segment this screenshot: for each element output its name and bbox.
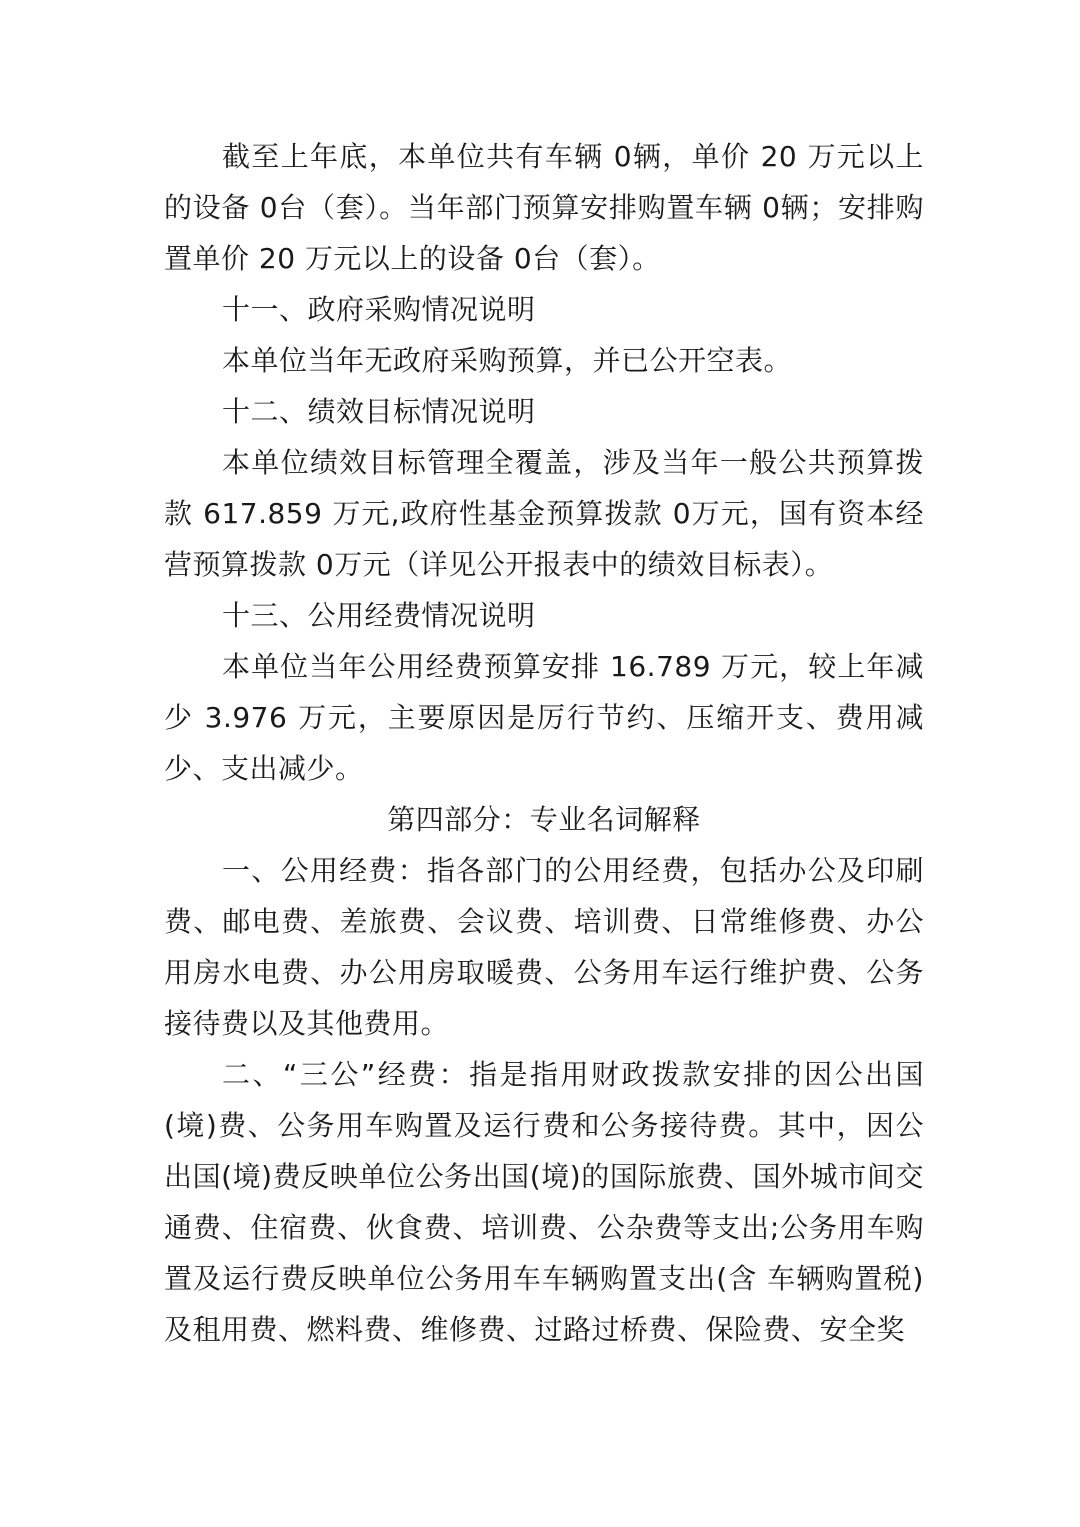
performance-paragraph: 本单位绩效目标管理全覆盖，涉及当年一般公共预算拨款 617.859 万元,政府性基金预算拨款 0万元，国有资本经营预算拨款 0万元（详见公开报表中的绩效目标表）。: [164, 446, 924, 581]
section-heading-public-funds: 十三、公用经费情况说明: [222, 599, 536, 632]
document-page: [164, 131, 924, 1355]
part-title: 第四部分：专业名词解释: [387, 803, 701, 836]
definition-three-public-expenses: 二、“三公”经费：指是指用财政拨款安排的因公出国(境)费、公务用车购置及运行费和公务接待费。其中，因公出国(境)费反映单位公务出国(境)的国际旅费、国外城市间交通费、住宿费、伙食费、培训费、公杂费等支出;公务用车购置及运行费反映单位公务用车车辆购置支出(含 车辆购置税)及租用费、燃料费、维修费、过路过桥费、保险费、安全奖: [164, 1058, 924, 1346]
section-heading-procurement: 十一、政府采购情况说明: [222, 293, 536, 326]
definition-public-funds: 一、公用经费：指各部门的公用经费，包括办公及印刷费、邮电费、差旅费、会议费、培训费、日常维修费、办公用房水电费、办公用房取暖费、公务用车运行维护费、公务接待费以及其他费用。: [164, 854, 924, 1040]
procurement-paragraph: 本单位当年无政府采购预算，并已公开空表。: [222, 344, 793, 377]
public-funds-paragraph: 本单位当年公用经费预算安排 16.789 万元，较上年减少 3.976 万元，主要原因是厉行节约、压缩开支、费用减少、支出减少。: [164, 650, 924, 785]
vehicle-equipment-paragraph: 截至上年底，本单位共有车辆 0辆，单价 20 万元以上的设备 0台（套）。当年部门预算安排购置车辆 0辆；安排购置单价 20 万元以上的设备 0台（套）。: [164, 140, 924, 275]
section-heading-performance: 十二、绩效目标情况说明: [222, 395, 536, 428]
